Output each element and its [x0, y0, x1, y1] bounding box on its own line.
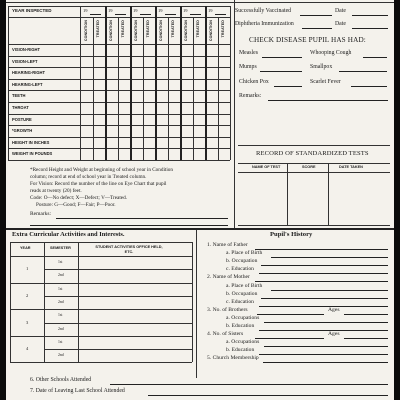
- tests-col-name: NAME OF TEST: [252, 165, 281, 169]
- history-ages-label: Ages: [328, 331, 340, 338]
- other-schools-label: 6. Other Schools Attended: [30, 377, 92, 383]
- history-item-label: a. Occupations: [226, 339, 260, 346]
- tests-col-date: DATE TAKEN: [339, 165, 363, 169]
- note-line-5: Code: O—No defect; X—Defect; V—Treated.: [30, 195, 127, 201]
- tests-header-top: [238, 163, 390, 164]
- extra-semester-label: 1st: [58, 260, 63, 264]
- history-item-label: 5. Church Membership: [207, 355, 259, 362]
- health-grid-year-divider: [180, 6, 182, 160]
- tests-top-rule: [238, 145, 390, 146]
- vaccinated-date-label: Date: [335, 8, 346, 14]
- condition-header: CONDITION: [208, 20, 213, 42]
- health-grid-sub-divider: [143, 17, 144, 160]
- remarks-line-1: [56, 218, 228, 219]
- history-item-label: a. Place of Birth: [226, 282, 263, 289]
- vaccinated-label: Successfully Vaccinated: [235, 8, 292, 14]
- vaccinated-line: [300, 15, 332, 16]
- history-item-label: 2. Name of Mother: [207, 274, 250, 281]
- health-row-label: HEARING-LEFT: [12, 81, 43, 87]
- treated-header: TREATED: [96, 20, 101, 38]
- health-row-label: VISION-LEFT: [12, 58, 38, 64]
- vaccinated-date-line: [352, 15, 388, 16]
- disease-remarks-label: Remarks:: [239, 93, 262, 99]
- history-item-label: 4. No. of Sisters: [207, 331, 244, 338]
- extra-year-label: 2: [26, 292, 29, 298]
- health-row-label: HEIGHT IN INCHES: [12, 139, 50, 145]
- extra-semester-label: 2nd: [58, 299, 64, 304]
- health-grid-row-line: [8, 102, 230, 103]
- note-line-4: reads at twenty (20) feet.: [30, 188, 82, 194]
- health-grid-row-line: [8, 125, 230, 126]
- measles-line: [262, 57, 302, 58]
- note-line-6: Posture: G—Good; F—Fair; P—Poor.: [36, 202, 116, 208]
- history-item-label: b. Occupation: [226, 258, 258, 265]
- year-prefix: 19: [208, 8, 213, 13]
- health-grid-row-line: [8, 160, 230, 161]
- extra-semester-label: 2nd: [58, 326, 64, 331]
- mumps-label: Mumps: [239, 64, 257, 70]
- health-row-label: VISION-RIGHT: [12, 47, 40, 52]
- extra-year-label: 4: [26, 346, 29, 352]
- date-leaving-line: [148, 395, 388, 396]
- tests-bottom-rule: [238, 225, 390, 226]
- extra-grid-header-bottom: [10, 256, 192, 257]
- year-prefix: 19: [133, 8, 138, 13]
- health-grid-label-divider: [80, 6, 81, 160]
- health-remarks-label: Remarks:: [30, 211, 52, 217]
- history-item-line: [263, 362, 388, 363]
- health-grid-row-line: [8, 67, 230, 68]
- condition-header: CONDITION: [183, 20, 188, 42]
- date-leaving-label: 7. Date of Leaving Last School Attended: [30, 388, 125, 394]
- history-ages-line: [344, 314, 388, 315]
- note-line-2: column; record at end of school year in Treated column.: [30, 174, 147, 180]
- year-blank-line: [90, 14, 101, 15]
- extra-semester-label: 1st: [58, 339, 63, 344]
- extra-year-label: 3: [26, 319, 29, 325]
- whooping-label: Whooping Cough: [310, 50, 352, 56]
- disease-remarks-line: [268, 100, 388, 101]
- history-item-label: c. Education: [226, 298, 254, 305]
- treated-header: TREATED: [171, 20, 176, 38]
- tests-col-score: SCORE: [302, 165, 316, 169]
- top-rule: [6, 2, 394, 3]
- whooping-line: [363, 57, 387, 58]
- history-item-line: [261, 265, 388, 266]
- history-item-line: [264, 346, 388, 347]
- history-item-line: [259, 354, 388, 355]
- health-row-label: THROAT: [12, 105, 29, 110]
- middle-rule: [6, 228, 394, 230]
- extra-year-line: [10, 309, 192, 310]
- health-grid-row-line: [8, 79, 230, 80]
- diphtheria-date-line: [352, 28, 388, 29]
- history-item-label: b. Education: [226, 323, 255, 329]
- remarks-line-2: [30, 225, 228, 226]
- health-grid-row-line: [8, 137, 230, 138]
- year-prefix: 19: [158, 8, 163, 13]
- history-item-line: [264, 322, 388, 323]
- health-row-label: WEIGHT IN POUNDS: [12, 151, 53, 157]
- history-item-label: 1. Name of Father: [207, 242, 248, 248]
- history-item-label: b. Education: [226, 347, 255, 354]
- history-item-line: [259, 306, 388, 307]
- health-grid-row-line: [8, 148, 230, 149]
- extra-semester-label: 2nd: [58, 273, 64, 278]
- history-ages-label: Ages: [328, 306, 340, 313]
- treated-header: TREATED: [221, 20, 226, 38]
- history-item-label: 3. No. of Brothers: [207, 306, 248, 313]
- history-item-line: [271, 257, 388, 258]
- health-grid-year-divider: [205, 6, 207, 160]
- history-item-line: [259, 273, 388, 274]
- extra-grid-divider-1: [44, 242, 45, 362]
- extra-col-year: YEAR: [20, 246, 31, 250]
- check-disease-title: CHECK DISEASE PUPIL HAS HAD:: [249, 36, 366, 44]
- extra-year-line: [10, 283, 192, 284]
- extra-semester-label: 1st: [58, 313, 63, 318]
- lower-divider: [196, 230, 197, 378]
- extra-semester-label: 1st: [58, 286, 63, 291]
- pupils-history-title: Pupil's History: [270, 231, 313, 238]
- health-grid-left: [8, 6, 9, 160]
- condition-header: CONDITION: [133, 20, 138, 42]
- history-item-line: [255, 338, 324, 339]
- extra-sem-line: [44, 269, 192, 270]
- smallpox-label: Smallpox: [310, 64, 333, 70]
- record-card-sheet: [6, 0, 394, 400]
- extra-year-line: [10, 362, 192, 363]
- mumps-line: [260, 71, 302, 72]
- extra-sem-line: [44, 296, 192, 297]
- extra-col-semester: SEMESTER: [50, 246, 71, 250]
- scarlet-label: Scarlet Fever: [310, 79, 341, 85]
- chicken-pox-label: Chicken Pox: [239, 79, 269, 85]
- health-grid-year-divider: [155, 6, 157, 160]
- health-grid-row-line: [8, 114, 230, 115]
- health-grid-sub-divider: [168, 17, 169, 160]
- history-item-line: [271, 290, 388, 291]
- history-item-label: a. Occupations: [226, 314, 260, 321]
- extra-grid-left: [10, 242, 11, 362]
- tests-header-bottom: [238, 172, 390, 173]
- history-item-label: c. Education: [226, 266, 254, 273]
- scarlet-line: [351, 86, 387, 87]
- note-line-3: For Vision: Record the number of the line on Eye Chart that pupil: [30, 181, 167, 187]
- health-row-label: HEARING-RIGHT: [12, 70, 45, 76]
- tests-title: RECORD OF STANDARDIZED TESTS: [256, 150, 369, 157]
- history-item-line: [259, 330, 388, 331]
- extra-grid-top: [10, 242, 192, 243]
- tests-divider-2: [328, 163, 329, 225]
- diphtheria-label: Diphtheria Immunization: [235, 21, 294, 27]
- extra-sem-line: [44, 323, 192, 324]
- year-prefix: 19: [83, 8, 88, 13]
- history-item-line: [257, 314, 324, 315]
- other-schools-line: [110, 384, 388, 385]
- year-inspected-label: YEAR INSPECTED: [12, 8, 52, 13]
- center-divider: [234, 0, 235, 228]
- health-grid-year-row: [8, 17, 230, 18]
- year-blank-line: [215, 14, 226, 15]
- extra-grid-divider-2: [78, 242, 79, 362]
- health-grid-row-line: [8, 90, 230, 91]
- year-blank-line: [140, 14, 151, 15]
- health-row-label: TEETH: [12, 93, 26, 99]
- health-grid-header-bottom: [8, 44, 230, 45]
- note-line-1: *Record Height and Weight at beginning of school year in Condition: [30, 167, 173, 173]
- year-blank-line: [165, 14, 176, 15]
- year-blank-line: [115, 14, 126, 15]
- health-grid-row-line: [8, 56, 230, 57]
- history-item-line: [261, 298, 388, 299]
- extra-year-label: 1: [26, 266, 29, 272]
- extra-curricular-title: Extra Curricular Activities and Interests.: [12, 231, 125, 238]
- health-grid-year-divider: [105, 6, 107, 160]
- condition-header: CONDITION: [108, 20, 113, 42]
- extra-sem-line: [44, 349, 192, 350]
- history-item-label: b. Occupation: [226, 290, 258, 297]
- health-grid-top: [8, 6, 230, 7]
- diphtheria-date-label: Date: [335, 21, 346, 27]
- health-grid-sub-divider: [193, 17, 194, 160]
- health-grid-sub-divider: [93, 17, 94, 160]
- diphtheria-line: [302, 28, 332, 29]
- health-grid-year-divider: [130, 6, 132, 160]
- smallpox-line: [339, 71, 387, 72]
- extra-grid-right: [192, 242, 193, 362]
- year-blank-line: [190, 14, 201, 15]
- condition-header: CONDITION: [83, 20, 88, 42]
- history-item-line: [255, 249, 388, 250]
- treated-header: TREATED: [121, 20, 126, 38]
- year-prefix: 19: [108, 8, 113, 13]
- extra-col-activities: STUDENT ACTIVITIES OFFICE HELD, ETC.: [95, 245, 163, 254]
- condition-header: CONDITION: [158, 20, 163, 42]
- health-row-label: POSTURE: [12, 116, 32, 122]
- history-item-label: a. Place of Birth: [226, 250, 263, 257]
- treated-header: TREATED: [196, 20, 201, 38]
- chicken-pox-line: [274, 86, 302, 87]
- extra-semester-label: 2nd: [58, 353, 64, 358]
- measles-label: Measles: [239, 50, 258, 56]
- health-grid-sub-divider: [118, 17, 119, 160]
- health-row-label: *GROWTH: [12, 128, 33, 134]
- year-prefix: 19: [183, 8, 188, 13]
- health-grid-right: [230, 6, 231, 160]
- treated-header: TREATED: [146, 20, 151, 38]
- tests-divider-1: [287, 163, 288, 225]
- health-grid-sub-divider: [218, 17, 219, 160]
- extra-year-line: [10, 336, 192, 337]
- history-item-line: [255, 281, 388, 282]
- history-ages-line: [344, 338, 388, 339]
